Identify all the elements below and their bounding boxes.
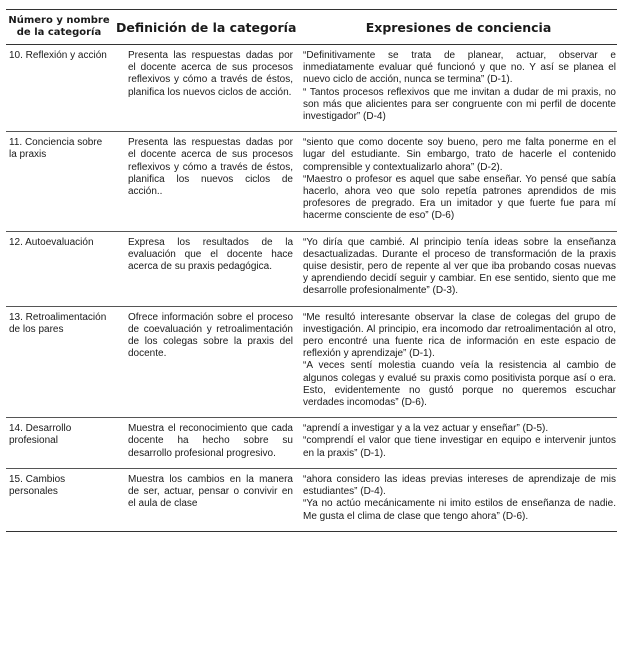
expression-quote: “Yo diría que cambié. Al principio tenía ideas sobre la enseñanza desactualizadas. Durante el proceso de transformación de la praxis quise desistir, pero de repente al ver que iba probando cosas nuevas y aprendiendo decidí seguir y cambiar. En ese sentido, siento que me desarrolle profesionalmente” (D-3).	[303, 236, 616, 297]
category-expressions	[300, 306, 617, 418]
category-name: 11. Conciencia sobre la praxis	[6, 132, 112, 231]
category-expressions	[300, 468, 617, 531]
expression-quote: “siento que como docente soy bueno, pero me falta ponerme en el lugar del estudiante. Sin embargo, trato de hacerle el contenido comprensible y contextualizarlo ahora” (D-2).	[303, 137, 616, 173]
header-awareness-expressions: Expresiones de conciencia	[300, 10, 617, 45]
table-row	[6, 306, 617, 418]
expression-quote: “Ya no actúo mecánicamente ni imito estilos de enseñanza de nadie. Me gusta el clima de clase que tengo ahora” (D-6).	[303, 498, 616, 522]
category-definition: Expresa los resultados de la evaluación que el docente hace acerca de su praxis pedagógica.	[112, 231, 300, 306]
expression-quote: “Me resultó interesante observar la clase de colegas del grupo de investigación. Al principio, era incomodo dar retroalimentación al otro, pero encontré una fuente rica de información en este espacio de reflexión y aprendizaje” (D-1).	[303, 311, 616, 360]
category-expressions	[300, 418, 617, 469]
table-row	[6, 418, 617, 469]
expression-quote: “Definitivamente se trata de planear, actuar, observar e inmediatamente evaluar qué funcionó y que no. Y así se planea el nuevo ciclo de acción, nunca se termina” (D-1).	[303, 50, 616, 86]
category-name: 14. Desarrollo profesional	[6, 418, 112, 469]
table-row	[6, 468, 617, 531]
category-definition: Presenta las respuestas dadas por el docente acerca de sus procesos reflexivos y cómo a través de éstos, planifica los nuevos ciclos de acción..	[112, 132, 300, 231]
category-name: 10. Reflexión y acción	[6, 45, 112, 132]
expression-quote: “A veces sentí molestia cuando veía la resistencia al cambio de algunos colegas y evalué su praxis como positivista porque así o era. Esto, evidentemente no gustó porque no queremos escuchar verdades incomodas” (D-6).	[303, 360, 616, 409]
header-row	[6, 10, 617, 45]
expression-quote: “Maestro o profesor es aquel que sabe enseñar. Yo pensé que sabía hacerlo, ahora veo que solo repetía patrones aprendidos de mis profesores de pregrado. Era un imitador y que fuerte fue para mí hacerme consciente de eso” (D-6)	[303, 173, 616, 222]
category-name: 12. Autoevaluación	[6, 231, 112, 306]
category-expressions	[300, 132, 617, 231]
category-name: 13. Retroalimentación de los pares	[6, 306, 112, 418]
category-definition: Ofrece información sobre el proceso de coevaluación y retroalimentación de los colegas sobre la praxis del docente.	[112, 306, 300, 418]
category-definition: Muestra el reconocimiento que cada docente ha hecho sobre su desarrollo profesional progresivo.	[112, 418, 300, 469]
category-expressions	[300, 231, 617, 306]
category-name: 15. Cambios personales	[6, 468, 112, 531]
expression-quote: “comprendí el valor que tiene investigar en equipo e intervenir juntos en la praxis” (D-1).	[303, 435, 616, 459]
expression-quote: “aprendí a investigar y a la vez actuar y enseñar” (D-5).	[303, 423, 549, 435]
category-definition: Muestra los cambios en la manera de ser, actuar, pensar o convivir en el aula de clase	[112, 468, 300, 531]
table-row	[6, 132, 617, 231]
table-row	[6, 231, 617, 306]
category-expressions	[300, 45, 617, 132]
expression-quote: “ Tantos procesos reflexivos que me invitan a dudar de mi praxis, no son más que alicientes para ser congruente con mi perfil de docente investigador” (D-4)	[303, 86, 616, 123]
category-definition: Presenta las respuestas dadas por el docente acerca de sus procesos reflexivos y cómo a través de éstos, planifica los nuevos ciclos de acción.	[112, 45, 300, 132]
categories-table	[6, 9, 617, 532]
header-category-number-name: Número y nombre de la categoría	[6, 10, 112, 45]
expression-quote: “ahora considero las ideas previas intereses de aprendizaje de mis estudiantes” (D-4).	[303, 473, 616, 498]
header-category-definition: Definición de la categoría	[112, 10, 300, 45]
table-row	[6, 45, 617, 132]
